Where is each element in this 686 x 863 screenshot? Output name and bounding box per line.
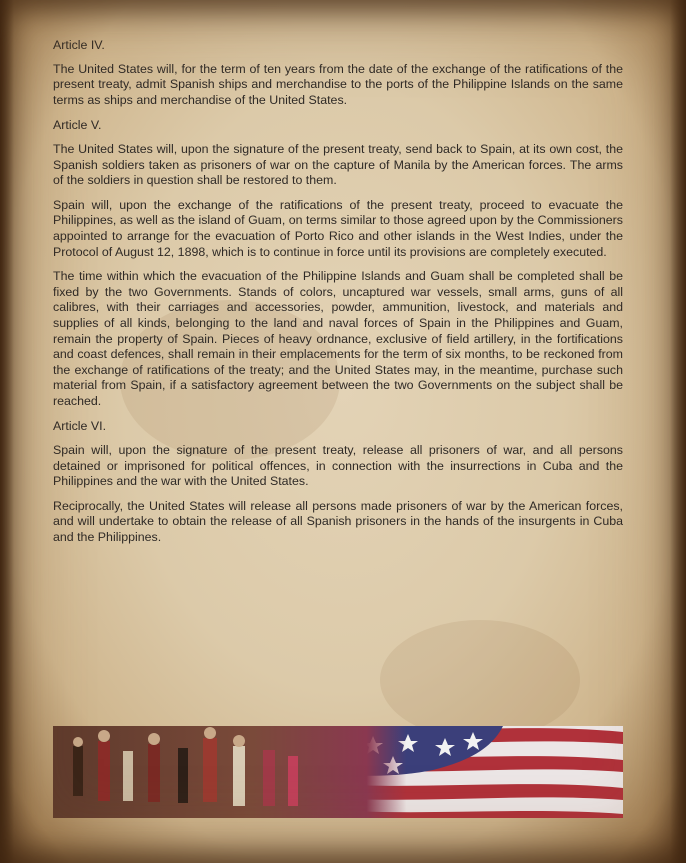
- banner-illustration: [53, 726, 623, 818]
- article-v-heading: Article V.: [53, 118, 102, 133]
- article-v-paragraph-1: The United States will, upon the signature of the present treaty, send back to Spain, at its own cost, the Spanish soldiers taken as prisoners of war on the capture of Manila by the American forces. The arms of the soldiers in question shall be restored to them.: [53, 141, 623, 188]
- paper-stain: [380, 620, 580, 740]
- article-vi-heading: Article VI.: [53, 419, 107, 434]
- article-v-paragraph-3: The time within which the evacuation of the Philippine Islands and Guam shall be completed shall be fixed by the two Governments. Stands of colors, uncaptured war vessels, small arms, guns of all calibres, with their carriages and accessories, powder, ammunition, livestock, and materials and supplies of all kinds, belonging to the land and naval forces of Spain in the Philippines and Guam, remain the property of Spain. Pieces of heavy ordnance, exclusive of field artillery, in the fortifications and coast defences, shall remain in their emplacements for the term of six months, to be reckoned from the exchange of ratifications of the treaty; and the United States may, in the meantime, purchase such material from Spain, if a satisfactory agreement between the two Governments on the subject shall be reached.: [53, 269, 623, 408]
- article-v-paragraph-2: Spain will, upon the exchange of the ratifications of the present treaty, proceed to evacuate the Philippines, as well as the island of Guam, on terms similar to those agreed upon by the Commissioners appointed to arrange for the evacuation of Porto Rico and other islands in the West Indies, under the Protocol of August 12, 1898, which is to continue in force until its provisions are completely executed.: [53, 197, 623, 259]
- treaty-text: [53, 38, 623, 555]
- article-vi-paragraph-1: Spain will, upon the signature of the present treaty, release all prisoners of war, and all persons detained or imprisoned for political offences, in connection with the insurrections in Cuba and the Philippines and the war with the United States.: [53, 443, 623, 489]
- burnt-edge-left: [0, 0, 14, 863]
- article-iv-paragraph-1: The United States will, for the term of ten years from the date of the exchange of the ratifications of the present treaty, admit Spanish ships and merchandise to the ports of the Philippine Islands on the same terms as ships and merchandise of the United States.: [53, 61, 623, 107]
- article-iv-heading: Article IV.: [53, 38, 105, 52]
- article-vi-paragraph-2: Reciprocally, the United States will release all persons made prisoners of war by the American forces, and will undertake to obtain the release of all Spanish prisoners in the hands of the insurgents in Cuba and the Philippines.: [53, 498, 623, 545]
- battle-flag-banner: [53, 726, 623, 818]
- burnt-edge-right: [670, 0, 686, 863]
